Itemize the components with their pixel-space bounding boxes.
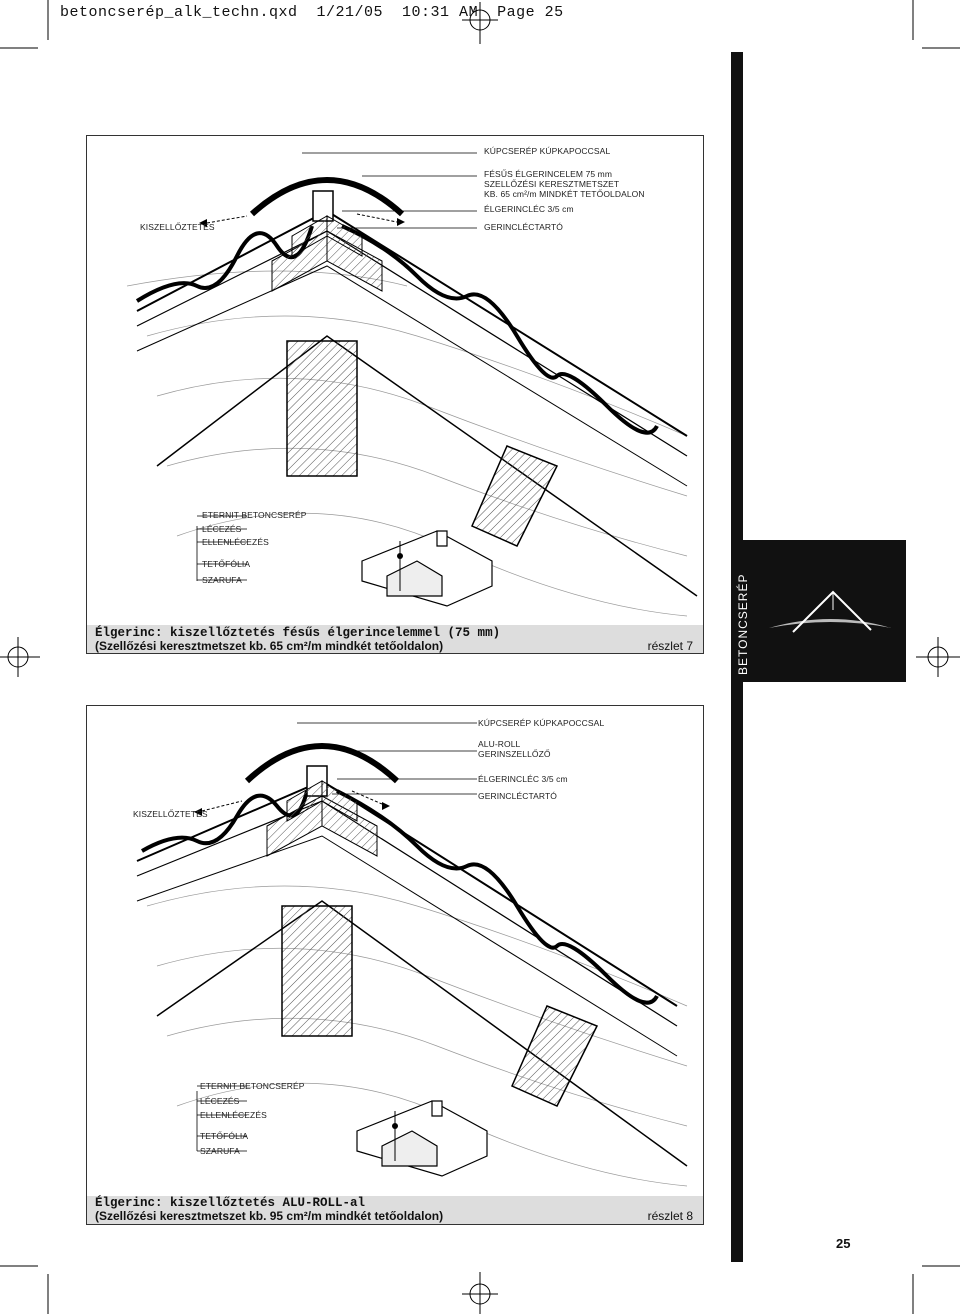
ventilation-label: KISZELLŐZTETÉS — [133, 809, 208, 819]
page-number: 25 — [836, 1236, 851, 1251]
callout-roof-foil: TETŐFÓLIA — [202, 559, 251, 569]
ventilation-label: KISZELLŐZTETÉS — [140, 222, 215, 232]
callout-ridge-tile: KÚPCSERÉP KÚPKAPOCCSAL — [478, 718, 605, 728]
callout-counter-battens: ELLENLÉCEZÉS — [200, 1110, 267, 1120]
callout-rafter: SZARUFA — [202, 575, 242, 585]
callout-rafter: SZARUFA — [200, 1146, 240, 1156]
callout-tile: ETERNIT BETONCSERÉP — [200, 1081, 305, 1091]
caption-title: Élgerinc: kiszellőztetés fésűs élgerincelemmel (75 mm) — [95, 626, 501, 640]
detail-8-panel — [86, 705, 704, 1225]
callout-batten-holder: GERINCLÉCTARTÓ — [484, 222, 564, 232]
callout-counter-battens: ELLENLÉCEZÉS — [202, 537, 269, 547]
caption-title: Élgerinc: kiszellőztetés ALU-ROLL-al — [95, 1196, 366, 1210]
ridge-section-drawing-8 — [87, 706, 703, 1224]
file-header: betoncserép_alk_techn.qxd 1/21/05 10:31 AM Page 25 — [60, 4, 564, 21]
ridge-section-drawing-7 — [87, 136, 703, 653]
brand-logo-icon — [731, 540, 906, 682]
brand-vertical-text: BETONCSERÉP — [736, 573, 750, 675]
callout-ridge-batten: ÉLGERINCLÉC 3/5 cm — [478, 774, 568, 784]
callout-battens: LÉCEZÉS — [202, 524, 242, 534]
callout-ridge-batten: ÉLGERINCLÉC 3/5 cm — [484, 204, 574, 214]
detail-7-panel — [86, 135, 704, 654]
callout-tile: ETERNIT BETONCSERÉP — [202, 510, 307, 520]
caption-subtitle: (Szellőzési keresztmetszet kb. 65 cm²/m mindkét tetőoldalon) — [95, 639, 444, 653]
caption-subtitle: (Szellőzési keresztmetszet kb. 95 cm²/m mindkét tetőoldalon) — [95, 1209, 444, 1223]
callout-batten-holder: GERINCLÉCTARTÓ — [478, 791, 558, 801]
callout-battens: LÉCEZÉS — [200, 1096, 240, 1106]
callout-roof-foil: TETŐFÓLIA — [200, 1131, 249, 1141]
callout-alu-roll: ALU-ROLL GERINSZELLŐZŐ — [478, 739, 551, 759]
brand-box — [731, 540, 906, 682]
detail-reference: részlet 7 — [647, 639, 693, 653]
callout-ridge-tile: KÚPCSERÉP KÚPKAPOCCSAL — [484, 146, 611, 156]
detail-reference: részlet 8 — [647, 1209, 693, 1223]
callout-comb-element: FÉSŰS ÉLGERINCELEM 75 mm SZELLŐZÉSI KERESZTMETSZET KB. 65 cm²/m MINDKÉT TETŐOLDALON — [484, 169, 645, 199]
